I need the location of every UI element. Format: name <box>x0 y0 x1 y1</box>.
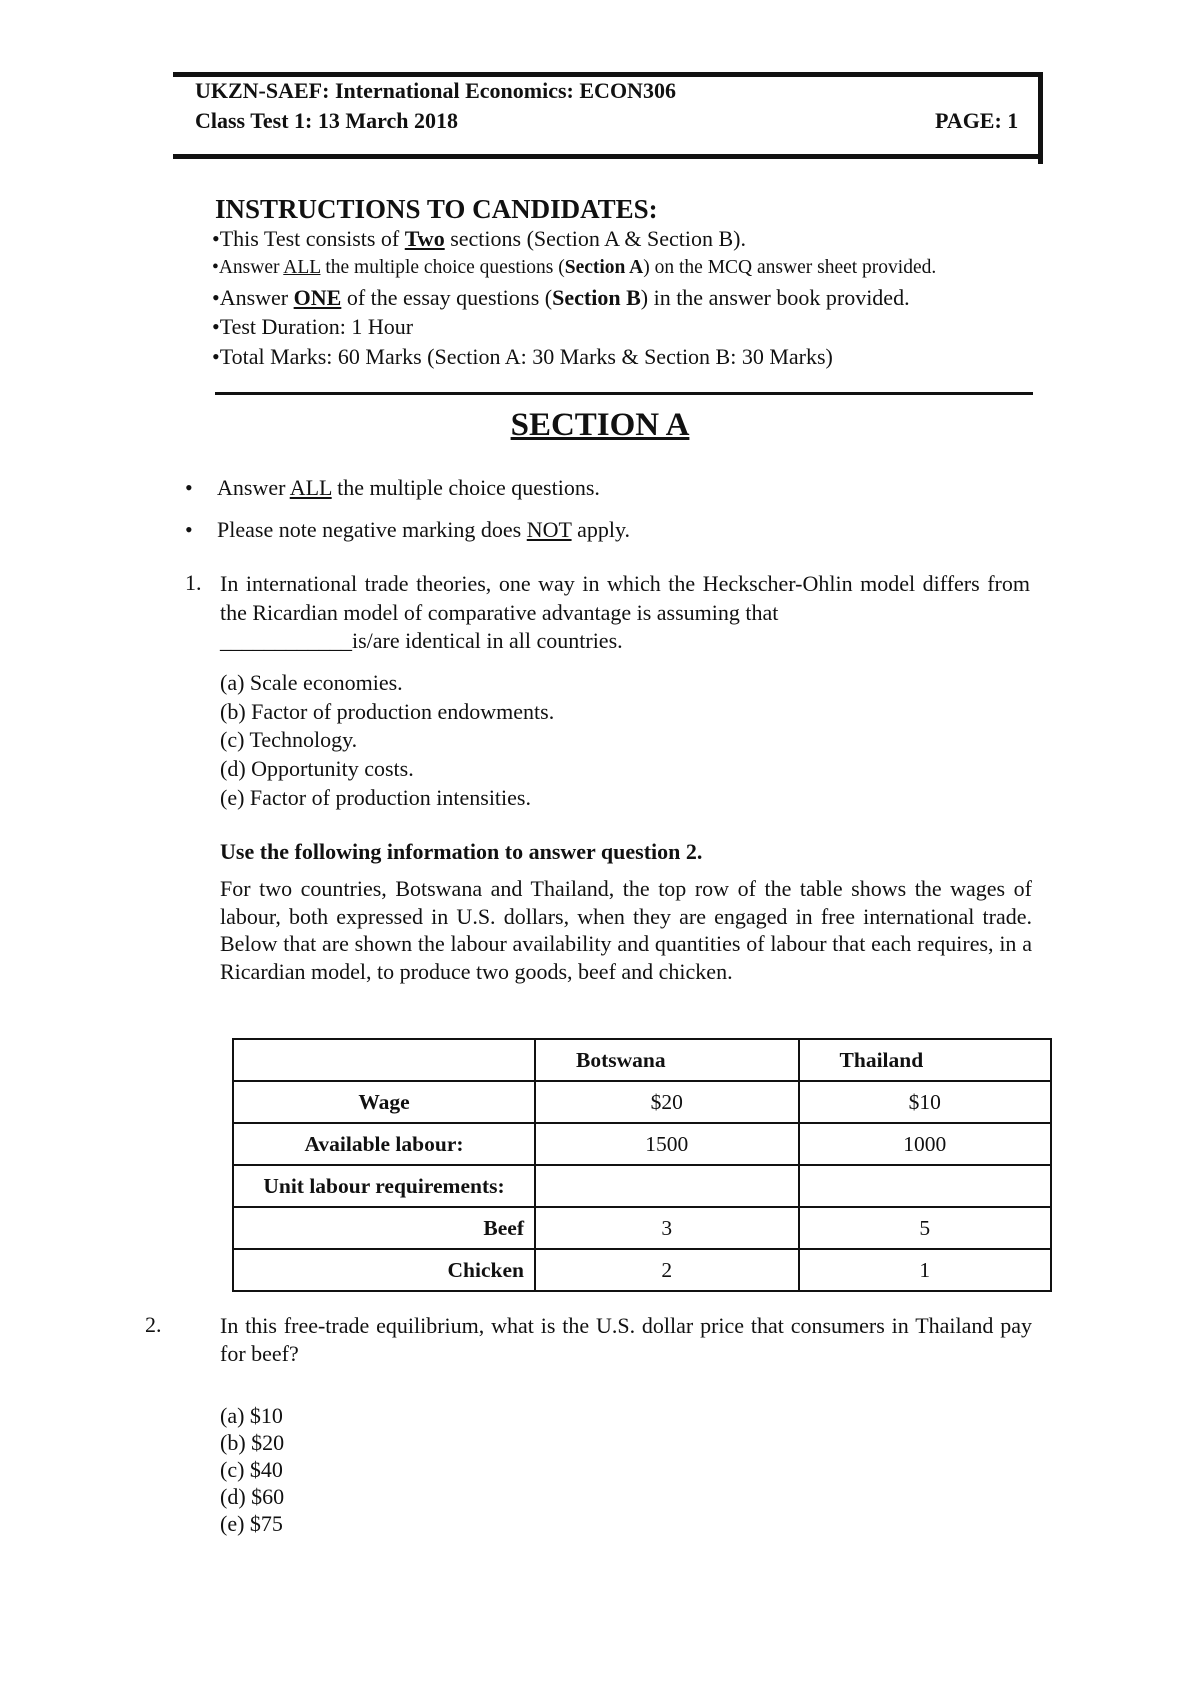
table-row <box>233 1249 1051 1291</box>
table-row <box>233 1165 1051 1207</box>
header-bottom-rule <box>173 154 1043 159</box>
table-cell: 1000 <box>799 1123 1051 1165</box>
bullet-icon: • <box>212 226 220 251</box>
header-right-rule <box>1038 72 1043 164</box>
question-1-option-e: (e) Factor of production intensities. <box>220 785 531 810</box>
table-corner-cell <box>233 1039 535 1081</box>
table-cell: 3 <box>535 1207 799 1249</box>
table-row <box>233 1123 1051 1165</box>
table-row <box>233 1207 1051 1249</box>
question-1-option-d: (d) Opportunity costs. <box>220 756 414 781</box>
instruction-essay: •Answer ONE of the essay questions (Section B) in the answer book provided. <box>212 285 910 310</box>
test-date: Class Test 1: 13 March 2018 <box>195 108 458 133</box>
instruction-marks: •Total Marks: 60 Marks (Section A: 30 Marks & Section B: 30 Marks) <box>212 344 833 369</box>
question-1-option-a: (a) Scale economies. <box>220 670 403 695</box>
table-cell <box>535 1165 799 1207</box>
table-cell: 1 <box>799 1249 1051 1291</box>
instructions-title: INSTRUCTIONS TO CANDIDATES: <box>215 194 658 224</box>
table-cell: 2 <box>535 1249 799 1291</box>
instruction-mcq: •Answer ALL the multiple choice questions (Section A) on the MCQ answer sheet provided. <box>212 257 937 278</box>
course-title: UKZN-SAEF: International Economics: ECON306 <box>195 78 676 103</box>
table-cell: $10 <box>799 1081 1051 1123</box>
bullet-icon: • <box>185 517 193 542</box>
column-header-botswana: Botswana <box>535 1039 799 1081</box>
header-top-rule <box>173 72 1043 77</box>
section-a-note-answer-all: • Answer ALL the multiple choice questions. <box>185 475 600 500</box>
question-1-number: 1. <box>185 570 202 595</box>
question-2-option-c: (c) $40 <box>220 1457 283 1482</box>
answer-blank: ____________ <box>220 628 352 653</box>
row-label: Beef <box>233 1207 535 1249</box>
info-heading: Use the following information to answer question 2. <box>220 839 703 864</box>
question-2-option-b: (b) $20 <box>220 1430 285 1455</box>
bullet-icon: • <box>185 475 193 500</box>
table-cell: 5 <box>799 1207 1051 1249</box>
instruction-duration: •Test Duration: 1 Hour <box>212 314 414 339</box>
question-1-text: In international trade theories, one way in which the Heckscher-Ohlin model differs from the Ricardian model of comparative advantage is assuming that ____________is/are identical in all countries. <box>220 571 1030 653</box>
question-2-text: In this free-trade equilibrium, what is the U.S. dollar price that consumers in Thailand pay for beef? <box>220 1313 1032 1366</box>
question-2-number: 2. <box>145 1312 162 1337</box>
row-label: Available labour: <box>233 1123 535 1165</box>
row-label: Wage <box>233 1081 535 1123</box>
table-row <box>233 1081 1051 1123</box>
column-header-thailand: Thailand <box>799 1039 1051 1081</box>
bullet-icon: • <box>212 314 220 339</box>
question-1-option-b: (b) Factor of production endowments. <box>220 699 555 724</box>
table-cell <box>799 1165 1051 1207</box>
section-a-title: SECTION A <box>510 407 690 443</box>
instruction-sections: •This Test consists of Two sections (Section A & Section B). <box>212 226 746 251</box>
table-header-row <box>233 1039 1051 1081</box>
info-paragraph: For two countries, Botswana and Thailand, the top row of the table shows the wages of labour, both expressed in U.S. dollars, when they are engaged in free international trade. Below that are shown the labour availability and quantities of labour that each requires, in a Ricardian model, to produce two goods, beef and chicken. <box>220 876 1032 984</box>
question-2-option-a: (a) $10 <box>220 1403 283 1428</box>
question-2-option-d: (d) $60 <box>220 1484 285 1509</box>
table-cell: $20 <box>535 1081 799 1123</box>
question-1-option-c: (c) Technology. <box>220 727 358 752</box>
page-number: PAGE: 1 <box>935 108 1019 133</box>
section-a-note-negative-marking: • Please note negative marking does NOT apply. <box>185 517 631 542</box>
bullet-icon: • <box>212 344 220 369</box>
row-label: Unit labour requirements: <box>233 1165 535 1207</box>
question-2-option-e: (e) $75 <box>220 1511 283 1536</box>
row-label: Chicken <box>233 1249 535 1291</box>
bullet-icon: • <box>212 257 219 278</box>
table-cell: 1500 <box>535 1123 799 1165</box>
bullet-icon: • <box>212 285 220 310</box>
instructions-divider <box>215 392 1033 395</box>
labour-table <box>232 1038 1052 1292</box>
